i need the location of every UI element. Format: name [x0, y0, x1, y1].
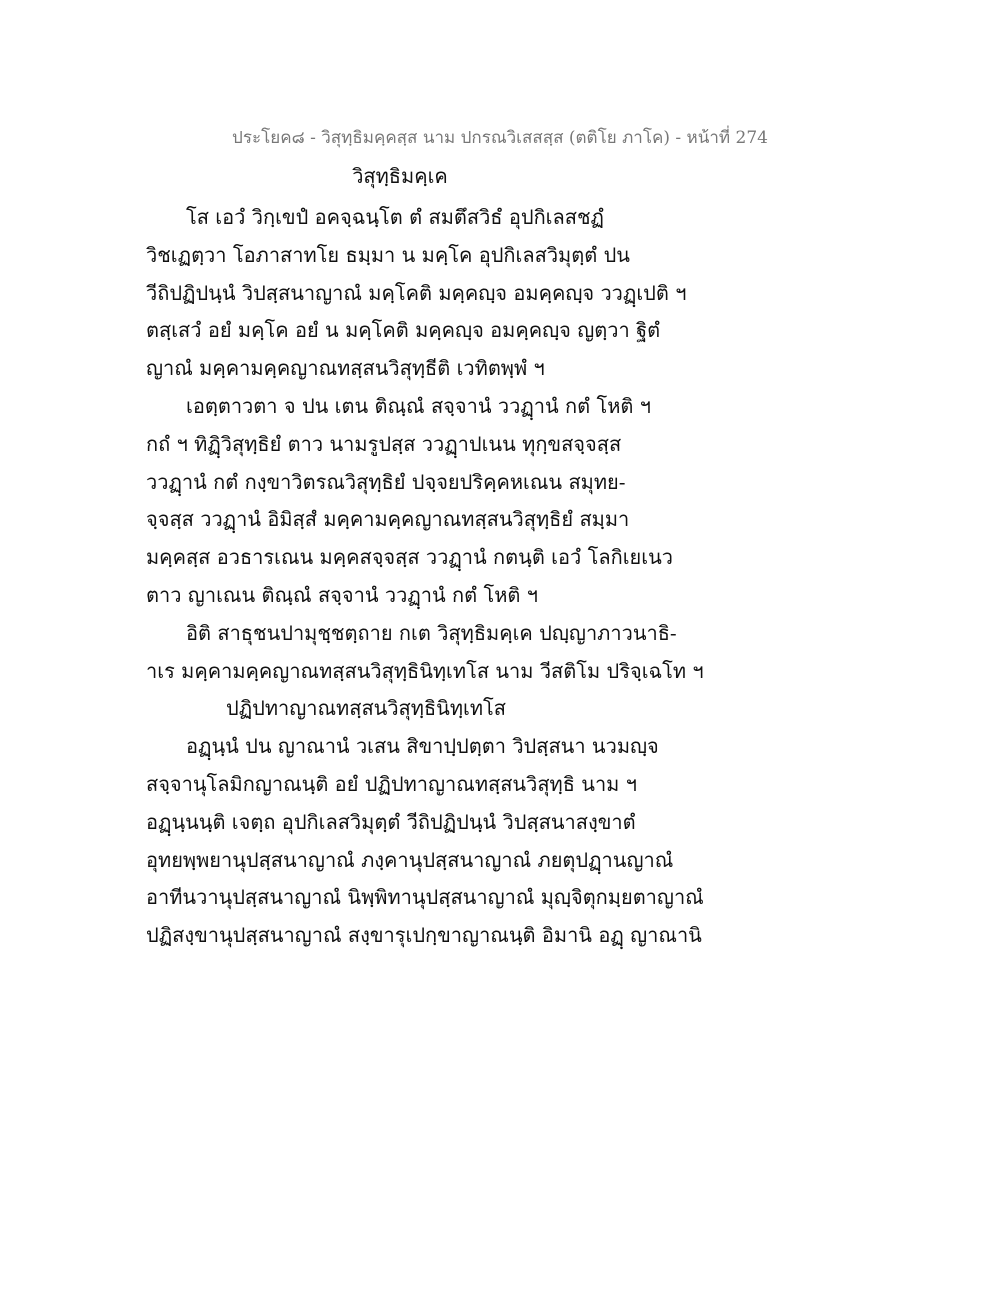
text-line: าเร มคฺคามคฺคญาณทสฺสนวิสุทฺธินิทฺเทโส นาม วีสติโม ปริจฺเฉโท ฯ [146, 658, 704, 683]
text-line: ตสฺเสวํ อยํ มคฺโค อยํ น มคฺโคติ มคฺคญฺจ อมคฺคญฺจ ญตฺวา ฐิตํ [146, 318, 661, 343]
text-line: อุทยพฺพยานุปสฺสนาญาณํ ภงฺคานุปสฺสนาญาณํ ภยตุปฏฺานญาณํ [146, 847, 674, 872]
text-line: อิติ สาธุชนปามุชฺชตฺถาย กเต วิสุทฺธิมคฺเค ปญฺญาภาวนาธิ- [186, 620, 677, 645]
text-line: ญาณํ มคฺคามคฺคญาณทสฺสนวิสุทฺธีติ เวทิตพฺพํ ฯ [146, 356, 545, 381]
text-line: มคฺคสฺส อวธารเณน มคฺคสจฺจสฺส ววฏฺานํ กตนฺติ เอวํ โลกิเยเนว [146, 545, 674, 570]
text-line: กถํ ฯ ทิฏฺิวิสุทฺธิยํ ตาว นามรูปสฺส ววฏฺาปเนน ทุกฺขสจฺจสฺส [146, 431, 622, 456]
text-line: วิชเฏตฺวา โอภาสาทโย ธมฺมา น มคฺโค อุปกิเลสวิมุตฺตํ ปน [146, 242, 630, 267]
text-line: เอตฺตาวตา จ ปน เตน ติณฺณํ สจฺจานํ ววฏฺานํ กตํ โหติ ฯ [186, 393, 651, 418]
text-line: จฺจสฺส ววฏฺานํ อิมิสฺสํ มคฺคามคฺคญาณทสฺสนวิสุทฺธิยํ สมฺมา [146, 507, 630, 532]
text-line: วีถิปฏิปนฺนํ วิปสฺสนาญาณํ มคฺโคติ มคฺคญฺจ อมคฺคญฺจ ววฏฺเปติ ฯ [146, 280, 687, 305]
text-line: อฏฺนฺนนฺติ เจตฺถ อุปกิเลสวิมุตฺตํ วีถิปฏิปนฺนํ วิปสฺสนาสงฺขาตํ [146, 809, 636, 834]
chapter-title: วิสุทฺธิมคฺเค [352, 164, 448, 188]
text-line: อฏฺนฺนํ ปน ญาณานํ วเสน สิขาปฺปตฺตา วิปสฺสนา นวมญฺจ [186, 734, 659, 759]
body-text [146, 199, 706, 955]
text-line: ปฏิสงฺขานุปสฺสนาญาณํ สงฺขารุเปกฺขาญาณนฺติ อิมานิ อฏฺ ญาณานิ [146, 923, 702, 948]
text-line: โส เอวํ วิกฺเขปํ อคจฺฉนฺโต ตํ สมตึสวิธํ อุปกิเลสชฏํ [186, 205, 604, 229]
text-line: ววฏฺานํ กตํ กงฺขาวิตรณวิสุทฺธิยํ ปจฺจยปริคฺคหเณน สมุทย- [146, 469, 626, 494]
text-line: สจฺจานุโลมิกญาณนฺติ อยํ ปฏิปทาญาณทสฺสนวิสุทฺธิ นาม ฯ [146, 771, 637, 796]
text-line: ตาว ญาเณน ติณฺณํ สจฺจานํ ววฏฺานํ กตํ โหติ ฯ [146, 582, 538, 607]
section-heading: ปฏิปทาญาณทสฺสนวิสุทฺธินิทฺเทโส [226, 696, 506, 721]
text-line: อาทีนวานุปสฺสนาญาณํ นิพฺพิทานุปสฺสนาญาณํ มุญฺจิตุกมฺยตาญาณํ [146, 885, 704, 910]
running-header: ประโยค๘ - วิสุทฺธิมคฺคสฺส นาม ปกรณวิเสสสฺส (ตติโย ภาโค) - หน้าที่ 274 [232, 128, 768, 148]
